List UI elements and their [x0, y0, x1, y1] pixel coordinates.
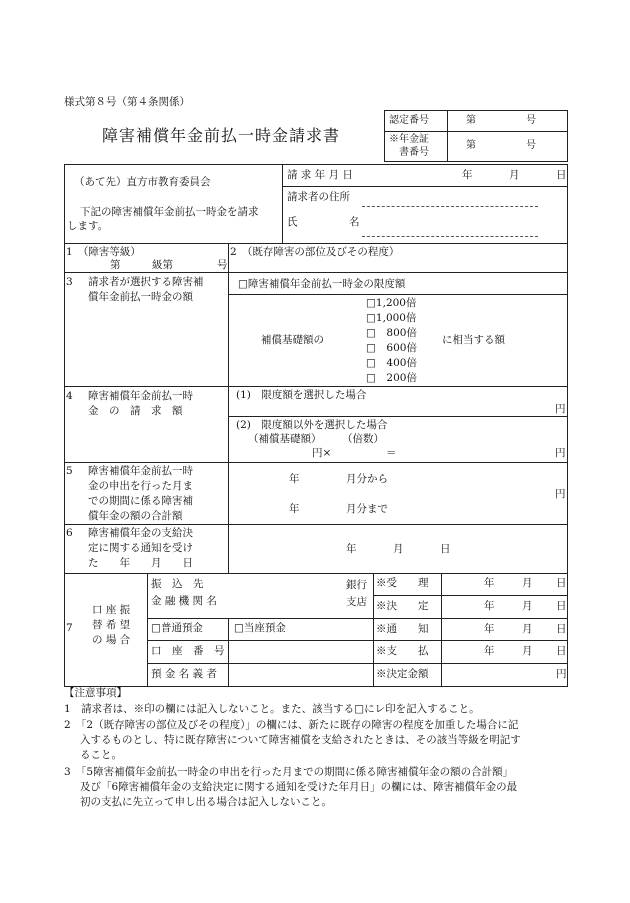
- multiplier-option[interactable]: □1,200倍: [366, 297, 417, 309]
- request-text: 下記の障害補償年金前払一時金を請求: [80, 206, 259, 218]
- decision-notice-label: 障害補償年金の支給決: [88, 527, 193, 539]
- address-line[interactable]: [362, 206, 538, 207]
- decided-label: ※決 定: [376, 600, 429, 612]
- note-3: 3 「5障害補償年金前払一時金の申出を行った月までの期間に係る障害補償年金の額の合計額」: [64, 766, 514, 778]
- received-label: ※受 理: [376, 577, 429, 589]
- multiplier-option[interactable]: □ 400倍: [366, 357, 417, 369]
- note-2: 2 「2（既存障害の部位及びその程度）」の欄には、新たに既存の障害の程度を加重した場合に記: [64, 719, 519, 731]
- bank-name-label: 振 込 先: [151, 578, 204, 590]
- deposit-ordinary-checkbox[interactable]: □普通預金: [151, 622, 203, 634]
- claim-amount-label: 障害補償年金前払一時: [88, 390, 193, 402]
- name-line[interactable]: [362, 236, 538, 237]
- account-holder-label: 預 金 名 義 者: [151, 668, 217, 680]
- existing-disability-label: 2 （既存障害の部位及びその程度）: [230, 246, 400, 258]
- selected-amount-label: 請求者が選択する障害補: [88, 276, 204, 288]
- option-limit: (1) 限度額を選択した場合: [236, 389, 367, 401]
- disability-grade-label: 1 （障害等級）: [66, 246, 141, 258]
- account-number-label: 口 座 番 号: [151, 645, 225, 657]
- claim-date-label: 請 求 年 月 日: [287, 169, 353, 181]
- note-1: 1 請求者は、※印の欄には記入しないこと。また、該当する□にレ印を記入すること。: [64, 703, 480, 715]
- claimant-address-label: 請求者の住所: [287, 191, 350, 203]
- claimant-name-label: 氏: [287, 216, 298, 228]
- multiplier-option[interactable]: □ 800倍: [366, 327, 417, 339]
- pension-cert-label: ※年金証: [389, 134, 429, 145]
- page-title: 障害補償年金前払一時金請求書: [102, 126, 341, 145]
- notified-label: ※通 知: [376, 623, 429, 635]
- paid-label: ※支 払: [376, 645, 429, 657]
- multiplier-option[interactable]: □ 600倍: [366, 342, 417, 354]
- addressee: （あて先）直方市教育委員会: [74, 176, 211, 188]
- option-other: (2) 限度額以外を選択した場合: [236, 419, 388, 431]
- base-amount-label: 補償基礎額の: [261, 334, 324, 346]
- decided-amount-label: ※決定金額: [376, 668, 429, 680]
- deposit-current-checkbox[interactable]: □当座預金: [234, 622, 286, 634]
- bank-transfer-label: 口 座 振: [92, 604, 131, 616]
- notes-heading: 【注意事項】: [64, 687, 127, 699]
- equivalent-label: に相当する額: [442, 334, 505, 346]
- form-number: 様式第８号（第４条関係）: [64, 96, 190, 108]
- total-pension-label: 障害補償年金前払一時: [88, 465, 193, 477]
- cert-no-label: 認定番号: [389, 115, 429, 126]
- multiplier-option[interactable]: □ 200倍: [366, 372, 417, 384]
- limit-checkbox[interactable]: □障害補償年金前払一時金の限度額: [238, 278, 406, 290]
- multiplier-option[interactable]: □1,000倍: [366, 312, 417, 324]
